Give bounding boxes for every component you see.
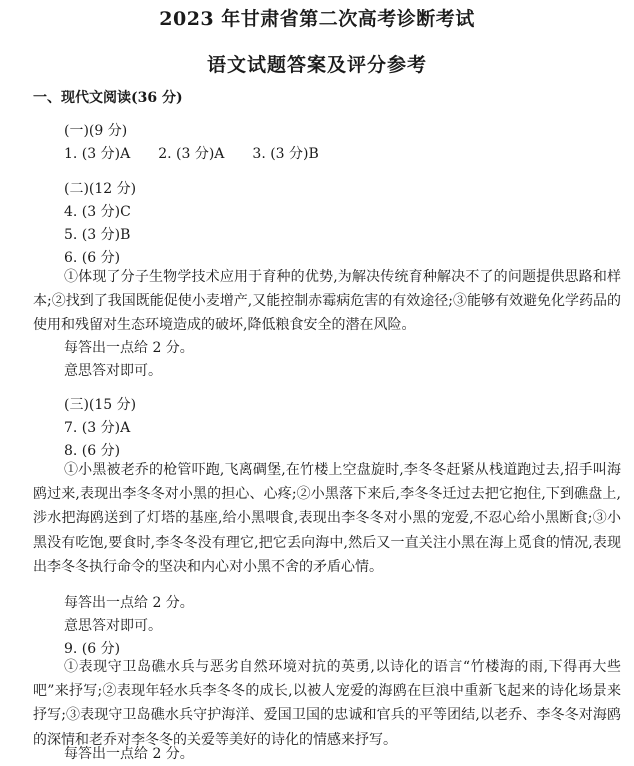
q6-score-note: 每答出一点给 2 分。 xyxy=(64,340,194,356)
q9-score-note: 每答出一点给 2 分。 xyxy=(64,746,194,762)
q6-meaning-note: 意思答对即可。 xyxy=(64,363,162,379)
part2-heading: (二)(12 分) xyxy=(64,181,137,197)
answer-q4: 4. (3 分)C xyxy=(64,204,131,220)
answer-q3: 3. (3 分)B xyxy=(252,146,319,162)
answer-q8-text: ①小黑被老乔的枪管吓跑,飞离碉堡,在竹楼上空盘旋时,李冬冬赶紧从栈道跑过去,招手叫海鸥过来,表现出李冬冬对小黑的担心、心疼;②小黑落下来后,李冬冬迁过去把它抱住,下到礁盘上,涉水把海鸥送到了灯塔的基座,给小黑喂食,表现出李冬冬对小黑的宠爱,不忍心给小黑断食;③小黑没有吃饱,要食时,李冬冬没有理它,把它丢向海中,然后又一直关注小黑在海上觅食的情况,表现出李冬冬执行命令的坚决和内心对小黑不舍的矛盾心情。 xyxy=(33,462,621,575)
answer-q8: 8. (6 分) xyxy=(64,443,121,459)
part1-answers xyxy=(64,144,347,164)
part3-heading: (三)(15 分) xyxy=(64,397,137,413)
answer-q2: 2. (3 分)A xyxy=(158,146,225,162)
answer-q6-text: ①体现了分子生物学技术应用于育种的优势,为解决传统育种解决不了的问题提供思路和样本;②找到了我国既能促使小麦增产,又能控制赤霉病危害的有效途径;③能够有效避免化学药品的使用和残留对生态环境造成的破坏,降低粮食安全的潜在风险。 xyxy=(33,269,621,334)
answer-q9-text: ①表现守卫岛礁水兵与恶劣自然环境对抗的英勇,以诗化的语言“竹楼海的雨,下得再大些吧”来抒写;②表现年轻水兵李冬冬的成长,以被人宠爱的海鸥在巨浪中重新飞起来的诗化场景来抒写;③表现守卫岛礁水兵守护海洋、爱国卫国的忠诚和官兵的平等团结,以老乔、李冬冬对海鸥的深情和老乔对李冬冬的关爱等美好的诗化的情感来抒写。 xyxy=(33,659,621,748)
answer-q7: 7. (3 分)A xyxy=(64,420,131,436)
answer-q6: 6. (6 分) xyxy=(64,250,121,266)
document-subtitle: 语文试题答案及评分参考 xyxy=(206,54,427,76)
document-title: 2023 年甘肃省第二次高考诊断考试 xyxy=(159,8,475,30)
answer-q1: 1. (3 分)A xyxy=(64,146,131,162)
q8-score-note: 每答出一点给 2 分。 xyxy=(64,595,194,611)
part1-heading: (一)(9 分) xyxy=(64,123,128,139)
answer-q9: 9. (6 分) xyxy=(64,641,121,657)
answer-q5: 5. (3 分)B xyxy=(64,227,131,243)
q8-meaning-note: 意思答对即可。 xyxy=(64,618,162,634)
section-heading: 一、现代文阅读(36 分) xyxy=(33,90,183,106)
